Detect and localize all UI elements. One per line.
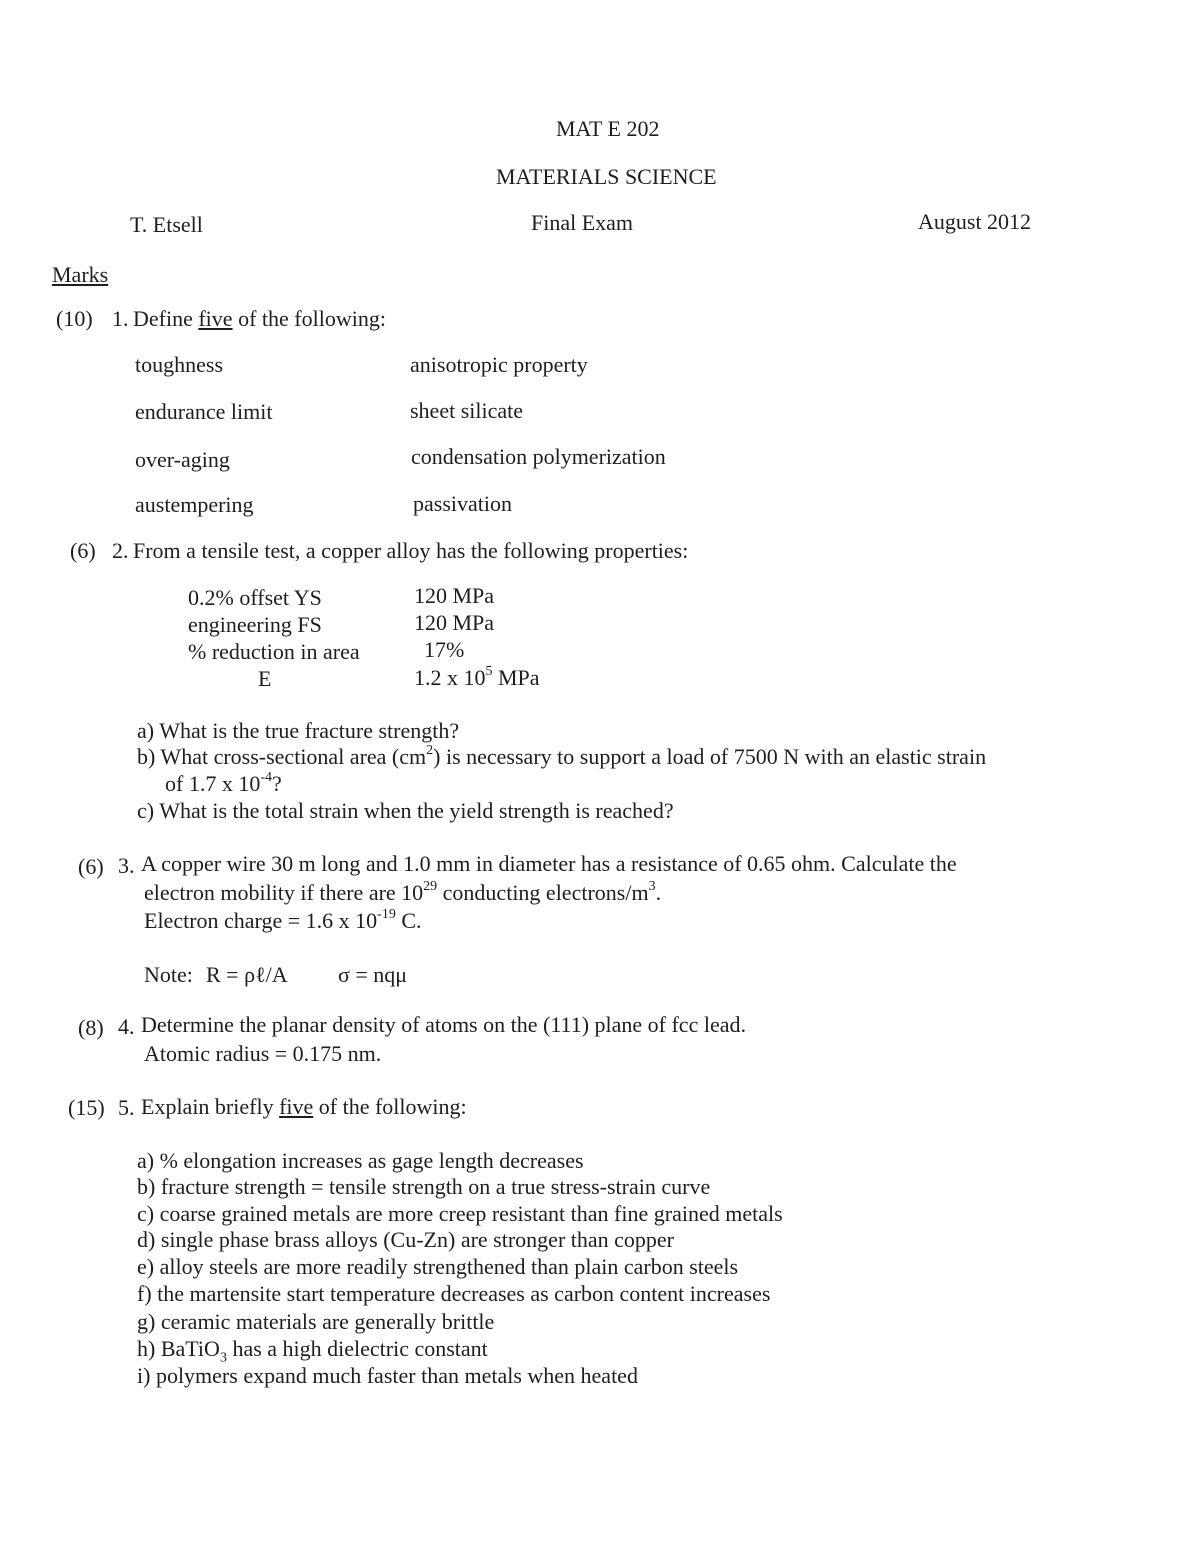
q5-item: a) % elongation increases as gage length decreases [137,1148,584,1173]
q5-item: g) ceramic materials are generally brittle [137,1309,495,1334]
q5-prompt: Explain briefly five of the following: [141,1094,467,1119]
q1-term-left: over-aging [135,447,230,472]
q5-item: h) BaTiO$_3$ has a high dielectric constant [137,1336,488,1366]
q1-prompt: Define five of the following: [133,306,386,331]
q2-prop-value: 17% [424,637,465,662]
q2-prop-value: 120 MPa [414,583,495,608]
q3-note-equation: R = ρℓ/A [206,962,288,987]
q4-marks: (8) [78,1015,104,1040]
q2-prop-value: 120 MPa [414,610,495,635]
q3-line2: electron mobility if there are $10^{29}$ conducting electrons/$m^3$. [144,878,662,905]
q1-term-left: toughness [135,352,223,377]
q1-number: 1. [112,306,129,331]
q2-prop-value: 1.2 x $10^5$ MPa [414,663,540,690]
q2-number: 2. [112,538,129,563]
course-name: MATERIALS SCIENCE [496,164,717,189]
q5-item: c) coarse grained metals are more creep resistant than fine grained metals [137,1201,783,1226]
q1-term-right: passivation [413,491,512,516]
q3-note-label: Note: [144,962,193,987]
q5-marks: (15) [68,1095,105,1120]
q1-term-right: condensation polymerization [411,444,666,469]
q5-item: e) alloy steels are more readily strengthened than plain carbon steels [137,1254,739,1279]
exam-date: August 2012 [918,209,1032,234]
marks-heading: Marks [52,262,109,287]
q3-marks: (6) [78,854,104,879]
q2-prompt: From a tensile test, a copper alloy has the following properties: [133,538,689,563]
q5-item: i) polymers expand much faster than metals when heated [137,1363,638,1388]
q2-part-b-cont: of 1.7 x $10^{-4}$? [165,769,282,796]
q5-number: 5. [118,1095,135,1120]
q4-line1: Determine the planar density of atoms on the (111) plane of fcc lead. [141,1012,746,1037]
q4-line2: Atomic radius = 0.175 nm. [144,1041,382,1066]
q2-part-b: b) What cross-sectional area $(cm^2)$ is necessary to support a load of 7500 N with an elastic strain [137,742,987,769]
q1-term-left: endurance limit [135,399,273,424]
q1-term-right: anisotropic property [410,352,588,377]
course-code: MAT E 202 [556,116,660,141]
q3-note-equation: σ = nqμ [338,962,408,987]
q2-marks: (6) [70,538,96,563]
q2-prop-name: engineering FS [188,612,322,637]
q5-item: f) the martensite start temperature decreases as carbon content increases [137,1281,771,1306]
q2-part-c: c) What is the total strain when the yield strength is reached? [137,798,674,823]
q3-line3: Electron charge = 1.6 x $10^{-19}$ C. [144,906,422,933]
q1-term-right: sheet silicate [410,398,524,423]
q1-marks: (10) [56,306,93,331]
q5-item: b) fracture strength = tensile strength on a true stress-strain curve [137,1174,711,1199]
q3-line1: A copper wire 30 m long and 1.0 mm in diameter has a resistance of 0.65 ohm. Calculate the [141,851,957,876]
q4-number: 4. [118,1014,135,1039]
q2-prop-name: % reduction in area [188,639,360,664]
q2-part-a: a) What is the true fracture strength? [137,718,460,743]
exam-type: Final Exam [531,210,634,235]
q5-item: d) single phase brass alloys (Cu-Zn) are stronger than copper [137,1227,675,1252]
instructor-name: T. Etsell [130,212,203,237]
q3-number: 3. [118,853,135,878]
q2-prop-name: 0.2% offset YS [188,585,322,610]
q1-term-left: austempering [135,492,254,517]
q2-prop-name: E [258,666,272,691]
